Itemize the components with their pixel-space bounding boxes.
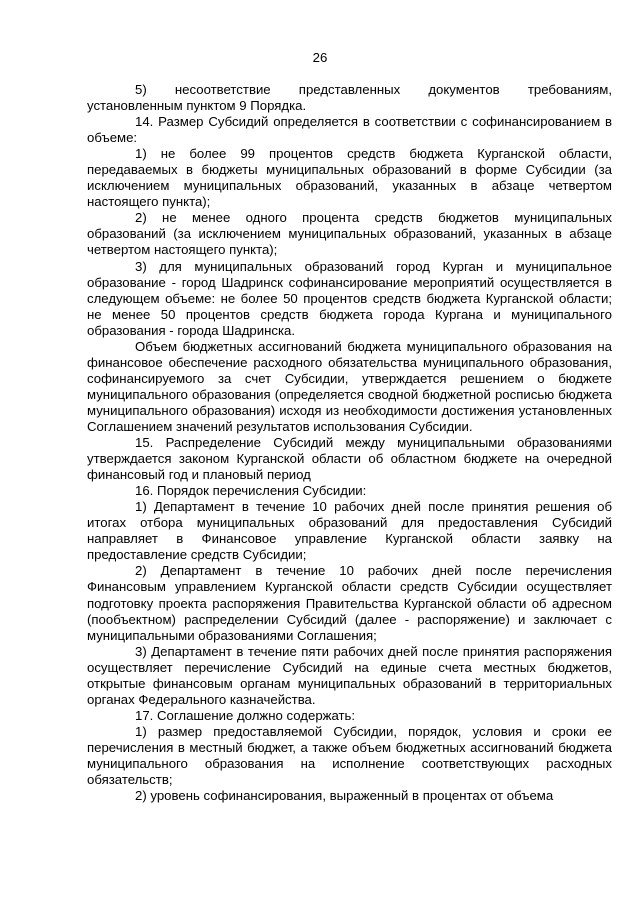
paragraph: 2) не менее одного процента средств бюджетов муниципальных образований (за исключением муниципальных образований, указанных в абзаце четвертом настоящего пункта); (87, 210, 612, 258)
paragraph: 17. Соглашение должно содержать: (135, 707, 356, 723)
paragraph: 14. Размер Субсидий определяется в соответствии с софинансированием в объеме: (87, 114, 612, 146)
paragraph: 2) уровень софинансирования, выраженный в процентах от объема (135, 788, 554, 804)
paragraph: 2) Департамент в течение 10 рабочих дней после перечисления Финансовым управлением Курганской области средств Субсидии осуществляет подготовку проекта распоряжения Правительства Курганской области об адресном (пообъектном) распределении Субсидий (далее - распоряжение) и заключает с муниципальными образованиями Соглашения; (87, 563, 612, 643)
paragraph: 1) не более 99 процентов средств бюджета Курганской области, передаваемых в бюджеты муниципальных образований в форме Субсидии (за исключением муниципальных образований, указанных в абзаце четвертом настоящего пункта); (87, 146, 612, 210)
paragraph: 3) Департамент в течение пяти рабочих дней после принятия распоряжения осуществляет перечисление Субсидий на единые счета местных бюджетов, открытые финансовым органам муниципальных образований в территориальных органах Федерального казначейства. (87, 643, 612, 707)
paragraph: Объем бюджетных ассигнований бюджета муниципального образования на финансовое обеспечение расходного обязательства муниципального образования, софинансируемого за счет Субсидии, утверждается решением о бюджете муниципального образования (определяется сводной бюджетной росписью бюджета муниципального образования) исходя из необходимости достижения установленных Соглашением значений результатов использования Субсидии. (87, 338, 612, 434)
paragraph: 1) размер предоставляемой Субсидии, порядок, условия и сроки ее перечисления в местный бюджет, а также объем бюджетных ассигнований бюджета муниципального образования на исполнение соответствующих расходных обязательств; (87, 723, 612, 788)
paragraph: 15. Распределение Субсидий между муниципальными образованиями утверждается законом Курганской области об областном бюджете на очередной финансовый год и плановый период (87, 435, 612, 483)
paragraph: 16. Порядок перечисления Субсидии: (135, 483, 367, 499)
page-number: 26 (312, 50, 328, 65)
paragraph: 5) несоответствие представленных документов требованиям, установленным пунктом 9 Порядка. (87, 82, 612, 114)
paragraph: 1) Департамент в течение 10 рабочих дней после принятия решения об итогах отбора муниципальных образований для предоставления Субсидий направляет в Финансовое управление Курганской области заявку на предоставление средств Субсидии; (87, 499, 612, 563)
paragraph: 3) для муниципальных образований город Курган и муниципальное образование - город Шадринск софинансирование мероприятий осуществляется в следующем объеме: не более 50 процентов средств бюджета Курганской области; не менее 50 процентов средств бюджета города Кургана и муниципального образования - города Шадринска. (87, 258, 612, 338)
document-body (87, 82, 612, 804)
